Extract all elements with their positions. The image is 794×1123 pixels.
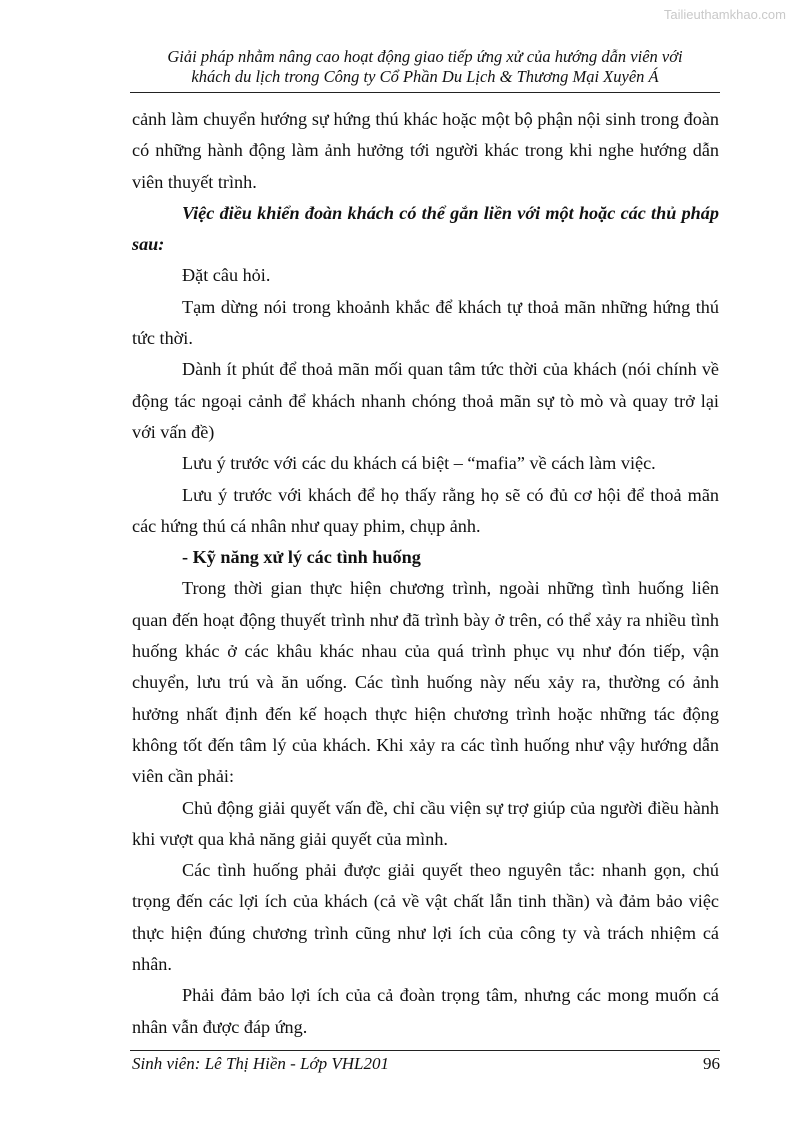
paragraph-continuation: cảnh làm chuyển hướng sự hứng thú khác hoặc một bộ phận nội sinh trong đoàn có những hành động làm ảnh hưởng tới người khác trong khi nghe hướng dẫn viên thuyết trình.	[132, 109, 719, 192]
paragraph: Dành ít phút để thoả mãn mối quan tâm tức thời của khách (nói chính về động tác ngoại cảnh để khách nhanh chóng thoả mãn sự tò mò và quay trở lại với vấn đề)	[132, 359, 719, 442]
footer-student: Sinh viên: Lê Thị Hiền - Lớp VHL201	[132, 1054, 389, 1073]
paragraph: Lưu ý trước với khách để họ thấy rằng họ sẽ có đủ cơ hội để thoả mãn các hứng thú cá nhân như quay phim, chụp ảnh.	[132, 484, 719, 536]
watermark: Tailieuthamkhao.com	[663, 7, 786, 22]
paragraph: Tạm dừng nói trong khoảnh khắc để khách tự thoả mãn những hứng thú tức thời.	[132, 296, 719, 349]
paragraph: Đặt câu hỏi.	[182, 265, 271, 286]
paragraph: Chủ động giải quyết vấn đề, chỉ cầu viện sự trợ giúp của người điều hành khi vượt qua khả năng giải quyết của mình.	[132, 797, 719, 849]
section-heading: - Kỹ năng xử lý các tình huống	[182, 547, 421, 568]
paragraph: Các tình huống phải được giải quyết theo nguyên tắc: nhanh gọn, chú trọng đến các lợi ích của khách (cả về vật chất lẫn tinh thần) và đảm bảo việc thực hiện đúng chương trình cũng như lợi ích của công ty và trách nhiệm cá nhân.	[132, 860, 719, 975]
footer-divider	[130, 1050, 720, 1051]
header-divider	[130, 92, 720, 93]
paragraph: Phải đảm bảo lợi ích của cả đoàn trọng tâm, nhưng các mong muốn cá nhân vẫn được đáp ứng.	[132, 985, 719, 1037]
running-header	[130, 47, 720, 87]
running-footer	[132, 1054, 720, 1074]
header-line-1: Giải pháp nhằm nâng cao hoạt động giao tiếp ứng xử của hướng dẫn viên với	[167, 47, 683, 66]
page-body	[132, 104, 719, 1043]
paragraph: Trong thời gian thực hiện chương trình, ngoài những tình huống liên quan đến hoạt động thuyết trình như đã trình bày ở trên, có thể xảy ra nhiều tình huống khác ở các khâu khác nhau của quá trình phục vụ như đón tiếp, vận chuyển, lưu trú và ăn uống. Các tình huống này nếu xảy ra, thường có ảnh hưởng nhất định đến kế hoạch thực hiện chương trình hoặc những tác động không tốt đến tâm lý của khách. Khi xảy ra các tình huống như vậy hướng dẫn viên cần phải:	[132, 578, 719, 787]
paragraph: Lưu ý trước với các du khách cá biệt – “mafia” về cách làm việc.	[182, 453, 656, 474]
header-line-2: khách du lịch trong Công ty Cổ Phần Du Lịch & Thương Mại Xuyên Á	[191, 67, 659, 86]
page-number: 96	[703, 1054, 720, 1073]
section-lead: Việc điều khiển đoàn khách có thể gắn liền với một hoặc các thủ pháp sau:	[132, 202, 719, 255]
